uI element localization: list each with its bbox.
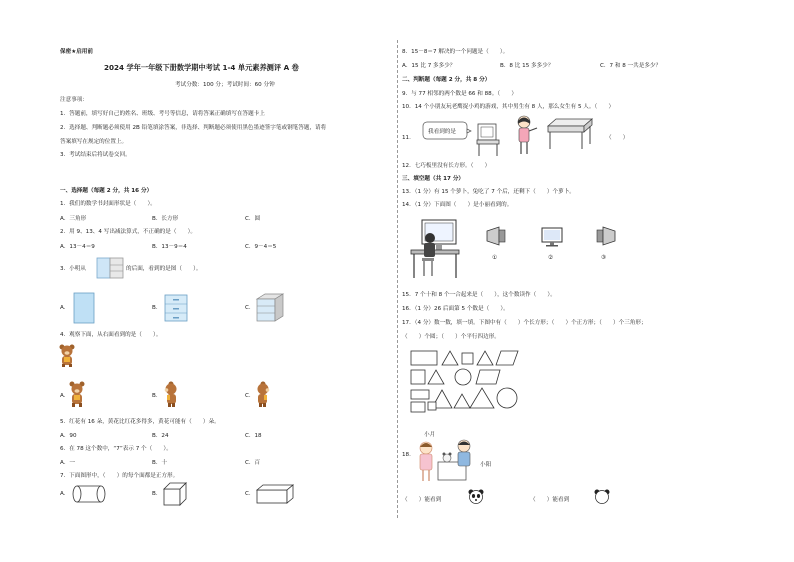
q13-stem: 13．（1 分）有 15 个萝卜，兔吃了 7 个后，还剩下（ ）个萝卜。 [402,189,575,195]
q4-bear-figure-b [162,381,180,409]
q14-view-1-figure [485,226,507,246]
q8-option-c: C．7 和 8 一共是多少？ [600,63,662,69]
q1-option-c: C．圆 [245,216,261,222]
q16-stem: 16．（1 分）26 后面第 5 个数是（ ）。 [402,306,509,312]
q11-number: 11. [402,135,411,141]
q4-bear-figure-c [254,381,272,409]
q17-shapes-figure [410,350,520,414]
q3-option-b: B. [152,305,158,311]
exam-info: 考试分数：100 分；考试时间：60 分钟 [175,82,275,88]
q7-cube-figure [163,482,187,506]
q2-option-c: C．9－4＝5 [245,244,277,250]
section1-heading: 一、选择题（每题 2 分，共 16 分） [60,188,153,194]
q1-option-b: B．长方形 [152,216,179,222]
q2-option-a: A．13－4＝9 [60,244,95,250]
q2-option-b: B．13－9＝4 [152,244,187,250]
q18-blank-2: （ ）能看到 [530,497,570,503]
q4-option-c: C. [245,393,251,399]
q6-stem: 6．在 78 这个数中，“7”表示 7 个（ ）。 [60,446,172,452]
q4-option-a: A. [60,393,66,399]
q18-name-xiaoyang: 小阳 [480,462,492,468]
section2-heading: 二、判断题（每题 2 分，共 8 分） [402,77,491,83]
q7-option-b: B. [152,491,158,497]
q7-cuboid-figure [256,484,294,504]
q3-cabinet-icon [96,257,124,279]
q4-bear-front-icon [58,344,76,368]
q6-option-c: C．百 [245,460,261,466]
q3-figure-b [164,294,188,322]
panda-front-icon [468,489,484,505]
q14-label-2: ② [548,255,554,261]
note-2: 2．选择题、判断题必须使用 2B 铅笔填涂答案，非选择、判断题必须使用黑色墨迹签字笔或钢笔答题，请将 [60,125,327,131]
q5-option-b: B．24 [152,433,169,439]
q12-stem: 12．七巧板里没有长方形。（ ） [402,163,491,169]
section3-heading: 三、填空题（共 17 分） [402,176,465,182]
q3-option-a: A. [60,305,66,311]
q3-option-c: C. [245,305,251,311]
exam-title: 2024 学年一年级下册数学期中考试 1-4 单元素养测评 A 卷 [104,63,299,72]
q14-view-2-figure [540,227,564,247]
q17-line1: 17．（4 分）数一数，填一填。下图中有（ ）个长方形；（ ）个正方形；（ ）个三角形； [402,320,647,326]
q11-desk-icon [546,118,594,150]
q11-chair-icon [476,123,500,157]
q5-option-a: A．90 [60,433,77,439]
q5-stem: 5．红花有 16 朵，黄花比红花多得多，黄花可能有（ ）朵。 [60,419,220,425]
q18-scene-children [414,438,484,482]
q10-stem: 10．14 个小朋友玩老鹰捉小鸡的游戏，其中男生有 8 人，那么女生有 5 人。（ ） [402,104,615,110]
q7-option-c: C. [245,491,251,497]
q1-option-a: A．三角形 [60,216,87,222]
q15-stem: 15．7 个十和 8 个一合起来是（ ），这个数读作（ ）。 [402,292,556,298]
secret-label: 保密★启用前 [60,49,93,55]
q18-name-xiaoyue: 小月 [424,432,436,438]
q3-stem-pre: 3．小明从 [60,266,86,272]
q4-option-b: B. [152,393,158,399]
q11-girl-icon [512,114,538,156]
column-divider [397,40,398,518]
q18-number: 18. [402,452,411,458]
q17-line2: （ ）个圆；（ ）个平行四边形。 [402,334,500,340]
q8-option-b: B．8 比 15 多多少？ [500,63,554,69]
q2-stem: 2．用 9、13、4 写出减法算式，不正确的是（ ）。 [60,229,197,235]
q14-label-1: ① [492,255,498,261]
panda-back-icon [594,489,610,505]
q6-option-b: B．十 [152,460,168,466]
q11-bubble-text: 我看到的是 [428,129,456,135]
q7-stem: 7．下面图形中，（ ）的每个面都是正方形。 [60,473,179,479]
q14-stem: 14．（1 分）下面图（ ）是小丽看到的。 [402,202,513,208]
q9-stem: 9．与 77 相邻的两个数是 66 和 88。（ ） [402,91,517,97]
q3-stem-post: 的后面，看到的是图（ ）。 [126,266,202,272]
q7-cylinder-figure [72,484,106,504]
q1-stem: 1．我们的数学书封面形状是（ ）。 [60,201,156,207]
q3-figure-c [255,291,285,323]
q8-option-a: A．15 比 7 多多少？ [402,63,456,69]
q4-stem: 4．观察下面，从右面看到的是（ ）。 [60,332,162,338]
q18-blank-1: （ ）能看到 [402,497,442,503]
q4-bear-figure-a [68,381,86,409]
q14-view-3-figure [595,226,617,246]
q8-stem: 8．15－8＝7 解决的一个问题是（ ）。 [402,49,509,55]
q3-figure-a [73,292,95,324]
q14-scene-girl-computer [410,218,460,280]
q7-option-a: A. [60,491,66,497]
q5-option-c: C．18 [245,433,262,439]
note-3: 3．考试结束后将试卷交回。 [60,152,131,158]
q6-option-a: A．一 [60,460,76,466]
q11-answer-blank: （ ） [606,135,629,141]
note-2-cont: 答案填写在规定的位置上。 [60,139,128,145]
notes-heading: 注意事项： [60,97,88,103]
note-1: 1．答题前，填写好自己的姓名、班级、考号等信息，请将答案正确填写在答题卡上 [60,111,265,117]
q14-label-3: ③ [601,255,607,261]
